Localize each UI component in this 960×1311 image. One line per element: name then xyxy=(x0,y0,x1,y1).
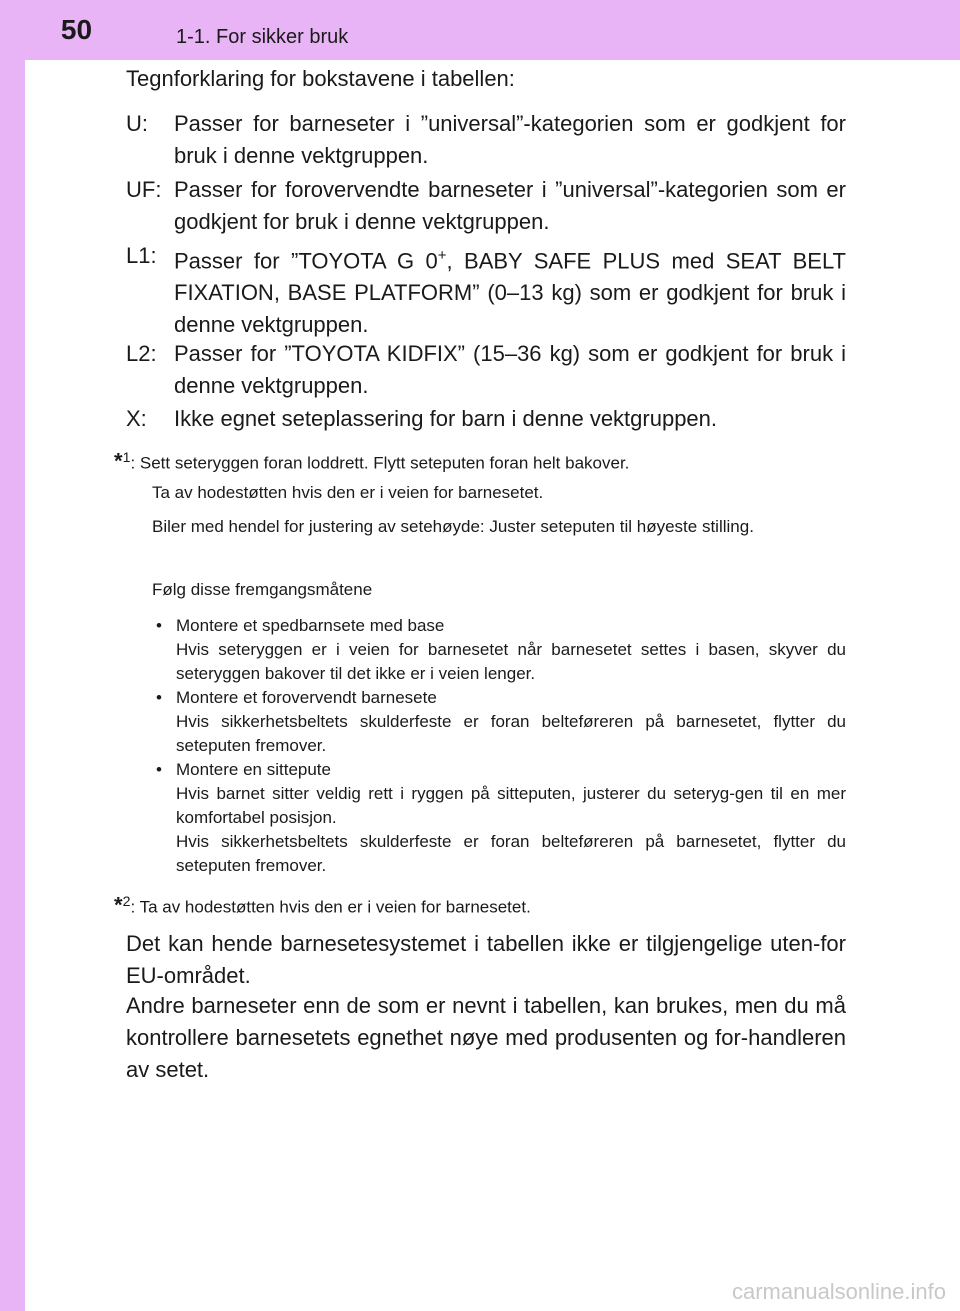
list-item-text: Hvis barnet sitter veldig rett i ryggen på sitteputen, justerer du seteryg-gen til en mer komfortabel posisjon. xyxy=(176,784,846,827)
legend-code: UF: xyxy=(126,177,162,202)
list-item xyxy=(152,614,846,686)
legend-code: L2: xyxy=(126,341,157,366)
footnote-1-para-2: Biler med hendel for justering av setehøyde: Juster seteputen til høyeste stilling. xyxy=(152,517,754,536)
list-item-text: Hvis sikkerhetsbeltets skulderfeste er foran belteføreren på barnesetet, flytter du seteputen fremover. xyxy=(176,832,846,875)
footnote-marker: * xyxy=(114,448,123,474)
list-item-text: Hvis sikkerhetsbeltets skulderfeste er foran belteføreren på barnesetet, flytter du seteputen fremover. xyxy=(176,712,846,755)
footnote-1 xyxy=(114,446,848,476)
legend-code: L1: xyxy=(126,243,157,268)
superscript-plus: + xyxy=(437,247,447,264)
procedure-list xyxy=(152,614,846,878)
legend-text: Passer for barneseter i ”universal”-kategorien som er godkjent for bruk i denne vektgruppen. xyxy=(174,111,846,168)
page-number: 50 xyxy=(60,14,93,45)
legend-code: X: xyxy=(126,406,147,431)
list-item-text: Hvis seteryggen er i veien for barnesetet når barnesetet settes i basen, skyver du seteryggen bakover til det ikke er i veien lenger. xyxy=(176,640,846,683)
paragraph-availability: Det kan hende barnesetesystemet i tabellen ikke er tilgjengelige uten-for EU-området. xyxy=(126,931,846,988)
paragraph-other-seats: Andre barneseter enn de som er nevnt i tabellen, kan brukes, men du må kontrollere barnesetets egnethet nøye med produsenten og for-handleren av setet. xyxy=(126,993,846,1082)
footnote-text: : Ta av hodestøtten hvis den er i veien for barnesetet. xyxy=(130,897,531,917)
section-title: 1-1. For sikker bruk xyxy=(176,26,349,48)
list-item xyxy=(152,686,846,758)
footnote-2 xyxy=(114,890,848,920)
legend-text: Ikke egnet seteplassering for barn i denne vektgruppen. xyxy=(174,406,718,431)
list-item-title: • Montere en sittepute xyxy=(176,760,331,779)
watermark: carmanualsonline.info xyxy=(731,1279,946,1304)
legend-intro: Tegnforklaring for bokstavene i tabellen: xyxy=(126,66,515,91)
page-side-band xyxy=(0,0,25,1311)
footnote-number: 1 xyxy=(122,450,131,466)
footnote-1-para-1: Ta av hodestøtten hvis den er i veien for barnesetet. xyxy=(152,483,544,502)
legend-item-l2 xyxy=(126,338,846,402)
footnote-marker: * xyxy=(114,892,123,918)
legend-item-x xyxy=(126,403,846,435)
legend-text: Passer for ”TOYOTA G 0+, BABY SAFE PLUS med SEAT BELT FIXATION, BASE PLATFORM” (0–13 kg) som er godkjent for bruk i denne vektgruppen. xyxy=(174,247,846,338)
footnote-text: : Sett seteryggen foran loddrett. Flytt seteputen foran helt bakover. xyxy=(130,453,630,473)
legend-text: Passer for ”TOYOTA KIDFIX” (15–36 kg) som er godkjent for bruk i denne vektgruppen. xyxy=(174,341,846,398)
legend-code: U: xyxy=(126,111,148,136)
legend-item-uf xyxy=(126,174,846,238)
legend-item-u xyxy=(126,108,846,172)
header-band xyxy=(25,0,960,60)
legend-item-l1 xyxy=(126,240,846,341)
list-item-title: • Montere et spedbarnsete med base xyxy=(176,616,445,635)
legend-text: Passer for forovervendte barneseter i ”universal”-kategorien som er godkjent for bruk i denne vektgruppen. xyxy=(174,177,846,234)
footnote-1-para-3: Følg disse fremgangsmåtene xyxy=(152,580,373,599)
list-item-title: • Montere et forovervendt barnesete xyxy=(176,688,437,707)
list-item xyxy=(152,758,846,878)
footnote-number: 2 xyxy=(122,894,131,910)
